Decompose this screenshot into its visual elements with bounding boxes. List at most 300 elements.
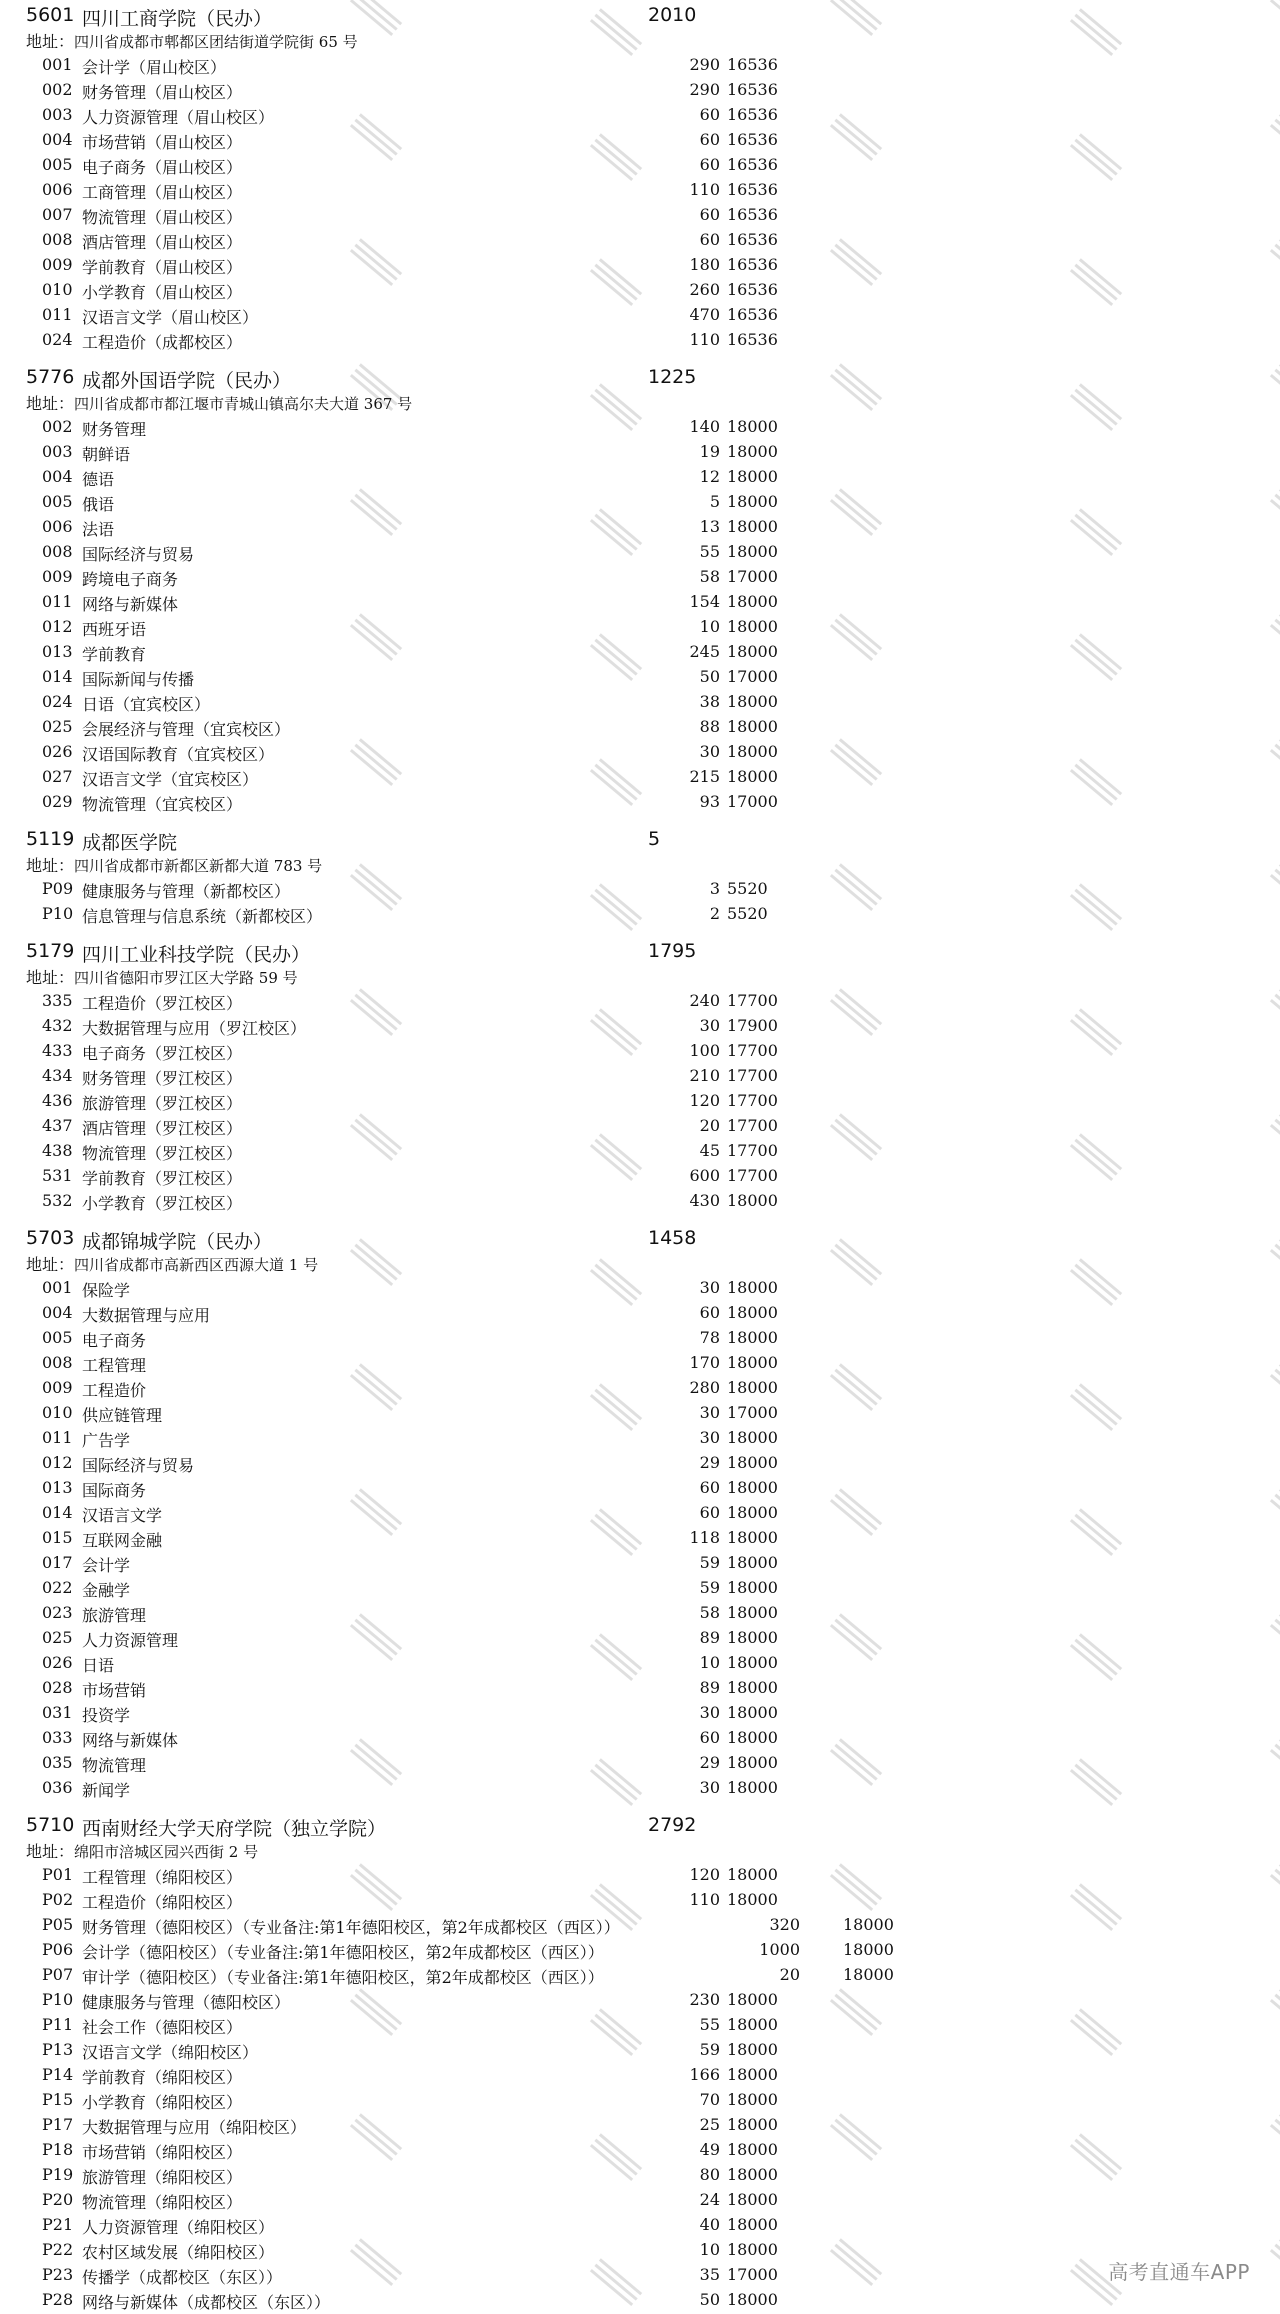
major-row [26, 1964, 1266, 1989]
major-code: P19 [42, 2165, 74, 2184]
major-plan-count: 600 [689, 1166, 720, 1185]
major-plan-count: 49 [699, 2140, 720, 2159]
major-tuition: 16536 [727, 255, 778, 274]
major-name: 信息管理与信息系统（新都校区） [82, 907, 323, 926]
major-plan-count: 58 [699, 567, 720, 586]
major-code: 025 [42, 717, 73, 736]
major-row [26, 1115, 1266, 1140]
major-tuition: 18000 [727, 767, 778, 786]
major-plan-count: 70 [699, 2090, 720, 2109]
major-name: 财务管理（德阳校区）（专业备注:第1年德阳校区，第2年成都校区（西区）） [82, 1918, 620, 1937]
major-row [26, 1140, 1266, 1165]
major-tuition: 18000 [727, 2040, 778, 2059]
major-plan-count: 88 [699, 717, 720, 736]
app-tag: 高考直通车APP [1108, 2260, 1250, 2284]
major-row [26, 2164, 1266, 2189]
major-code: 004 [42, 467, 73, 486]
major-plan-count: 25 [699, 2115, 720, 2134]
major-plan-count: 60 [699, 230, 720, 249]
major-plan-count: 240 [689, 991, 720, 1010]
major-name: 人力资源管理 [82, 1631, 179, 1650]
major-plan-count: 50 [699, 2290, 720, 2309]
major-name: 小学教育（罗江校区） [82, 1194, 243, 1213]
major-row [26, 1165, 1266, 1190]
major-code: 007 [42, 205, 73, 224]
major-row [26, 741, 1266, 766]
major-row [26, 279, 1266, 304]
major-plan-count: 20 [699, 1116, 720, 1135]
major-plan-count: 2 [709, 904, 720, 923]
major-row [26, 2214, 1266, 2239]
major-tuition: 18000 [727, 2140, 778, 2159]
address-value: 四川省成都市郫都区团结街道学院街 65 号 [74, 33, 358, 51]
major-name: 汉语言文学（绵阳校区） [82, 2043, 259, 2062]
major-name: 会计学（德阳校区）（专业备注:第1年德阳校区，第2年成都校区（西区）） [82, 1943, 604, 1962]
major-plan-count: 470 [689, 305, 720, 324]
major-name: 网络与新媒体 [82, 595, 179, 614]
major-plan-count: 260 [689, 280, 720, 299]
institution-code: 5710 [26, 1814, 75, 1836]
institution-block [26, 1227, 1266, 1802]
diagonal-watermark-icon [1269, 860, 1280, 912]
major-name: 物流管理 [82, 1756, 147, 1775]
major-name: 学前教育（罗江校区） [82, 1169, 243, 1188]
major-row [26, 2064, 1266, 2089]
major-tuition: 18000 [727, 1890, 778, 1909]
major-plan-count: 320 [769, 1915, 800, 1934]
major-code: P20 [42, 2190, 74, 2209]
major-name: 市场营销（眉山校区） [82, 133, 243, 152]
major-tuition: 17000 [727, 567, 778, 586]
major-tuition: 5520 [727, 879, 768, 898]
major-plan-count: 55 [699, 542, 720, 561]
major-plan-count: 154 [689, 592, 720, 611]
major-code: 006 [42, 517, 73, 536]
diagonal-watermark-icon [1269, 985, 1280, 1037]
major-code: 437 [42, 1116, 73, 1135]
major-code: 004 [42, 1303, 73, 1322]
major-tuition: 18000 [727, 1703, 778, 1722]
major-row [26, 1914, 1266, 1939]
address-value: 四川省德阳市罗江区大学路 59 号 [74, 969, 298, 987]
major-row [26, 54, 1266, 79]
major-code: 036 [42, 1778, 73, 1797]
major-code: P02 [42, 1890, 74, 1909]
major-code: 531 [42, 1166, 73, 1185]
institution-code: 5601 [26, 4, 75, 26]
major-code: P23 [42, 2265, 74, 2284]
major-row [26, 1777, 1266, 1802]
major-row [26, 1277, 1266, 1302]
institution-name: 四川工业科技学院（民办） [82, 944, 311, 966]
major-row [26, 1727, 1266, 1752]
address-value: 四川省成都市都江堰市青城山镇高尔夫大道 367 号 [74, 395, 413, 413]
major-plan-count: 93 [699, 792, 720, 811]
major-name: 西班牙语 [82, 620, 147, 639]
major-code: P07 [42, 1965, 74, 1984]
major-row [26, 329, 1266, 354]
institution-address [26, 29, 1266, 54]
major-name: 财务管理（罗江校区） [82, 1069, 243, 1088]
major-tuition: 18000 [727, 1353, 778, 1372]
major-code: 433 [42, 1041, 73, 1060]
major-row [26, 566, 1266, 591]
major-row [26, 1352, 1266, 1377]
major-row [26, 1677, 1266, 1702]
diagonal-watermark-icon [1269, 1610, 1280, 1662]
major-code: 010 [42, 1403, 73, 1422]
institution-header [26, 1814, 1266, 1839]
major-tuition: 18000 [727, 492, 778, 511]
major-name: 健康服务与管理（新都校区） [82, 882, 291, 901]
major-tuition: 16536 [727, 330, 778, 349]
major-name: 市场营销 [82, 1681, 147, 1700]
major-tuition: 17000 [727, 667, 778, 686]
major-name: 工程造价 [82, 1381, 147, 1400]
address-label: 地址： [26, 1842, 75, 1861]
institution-total: 5 [648, 828, 661, 850]
major-plan-count: 5 [709, 492, 720, 511]
major-plan-count: 118 [689, 1528, 720, 1547]
major-row [26, 1527, 1266, 1552]
major-plan-count: 20 [779, 1965, 800, 1984]
major-row [26, 2114, 1266, 2139]
diagonal-watermark-icon [1269, 2110, 1280, 2162]
major-row [26, 304, 1266, 329]
major-name: 会计学（眉山校区） [82, 58, 227, 77]
major-code: 028 [42, 1678, 73, 1697]
major-row [26, 766, 1266, 791]
major-tuition: 18000 [727, 742, 778, 761]
major-name: 国际新闻与传播 [82, 670, 195, 689]
major-row [26, 591, 1266, 616]
major-tuition: 16536 [727, 180, 778, 199]
major-code: 335 [42, 991, 73, 1010]
major-code: 008 [42, 542, 73, 561]
major-row [26, 1577, 1266, 1602]
major-plan-count: 29 [699, 1453, 720, 1472]
major-tuition: 18000 [727, 1990, 778, 2009]
major-row [26, 1477, 1266, 1502]
major-plan-count: 60 [699, 1728, 720, 1747]
major-code: P22 [42, 2240, 74, 2259]
major-name: 旅游管理（罗江校区） [82, 1094, 243, 1113]
institution-header [26, 940, 1266, 965]
address-value: 四川省成都市新都区新都大道 783 号 [74, 857, 323, 875]
major-code: 025 [42, 1628, 73, 1647]
institution-code: 5703 [26, 1227, 75, 1249]
major-plan-count: 24 [699, 2190, 720, 2209]
major-tuition: 18000 [727, 1453, 778, 1472]
major-name: 物流管理（绵阳校区） [82, 2193, 243, 2212]
major-name: 金融学 [82, 1581, 131, 1600]
major-name: 网络与新媒体 [82, 1731, 179, 1750]
major-row [26, 254, 1266, 279]
major-code: 006 [42, 180, 73, 199]
major-name: 会计学 [82, 1556, 131, 1575]
diagonal-watermark-icon [1269, 1360, 1280, 1412]
major-name: 财务管理（眉山校区） [82, 83, 243, 102]
major-tuition: 18000 [727, 642, 778, 661]
major-plan-count: 60 [699, 1303, 720, 1322]
diagonal-watermark-icon [1269, 735, 1280, 787]
major-code: 011 [42, 1428, 73, 1447]
diagonal-watermark-icon [1269, 110, 1280, 162]
major-name: 社会工作（德阳校区） [82, 2018, 243, 2037]
major-plan-count: 60 [699, 1478, 720, 1497]
major-plan-count: 60 [699, 130, 720, 149]
major-tuition: 18000 [727, 1753, 778, 1772]
major-plan-count: 245 [689, 642, 720, 661]
major-plan-count: 40 [699, 2215, 720, 2234]
major-row [26, 716, 1266, 741]
major-code: 434 [42, 1066, 73, 1085]
major-code: 024 [42, 330, 73, 349]
major-tuition: 18000 [727, 1628, 778, 1647]
diagonal-watermark-icon [1269, 0, 1280, 37]
institution-header [26, 1227, 1266, 1252]
major-name: 汉语言文学（宜宾校区） [82, 770, 259, 789]
document-body [26, 4, 1266, 2314]
major-row [26, 229, 1266, 254]
address-label: 地址： [26, 968, 75, 987]
major-plan-count: 59 [699, 1553, 720, 1572]
major-name: 物流管理（宜宾校区） [82, 795, 243, 814]
major-tuition: 17700 [727, 1091, 778, 1110]
major-row [26, 1864, 1266, 1889]
major-code: 015 [42, 1528, 73, 1547]
major-tuition: 18000 [727, 2240, 778, 2259]
institution-name: 成都外国语学院（民办） [82, 370, 292, 392]
major-tuition: 17700 [727, 1116, 778, 1135]
major-code: 009 [42, 255, 73, 274]
major-code: 008 [42, 1353, 73, 1372]
major-code: 017 [42, 1553, 73, 1572]
major-row [26, 903, 1266, 928]
major-tuition: 18000 [727, 1428, 778, 1447]
institution-block [26, 1814, 1266, 2314]
major-tuition: 18000 [727, 1303, 778, 1322]
major-plan-count: 30 [699, 742, 720, 761]
major-plan-count: 215 [689, 767, 720, 786]
major-plan-count: 180 [689, 255, 720, 274]
major-row [26, 990, 1266, 1015]
major-row [26, 1989, 1266, 2014]
major-name: 日语 [82, 1656, 115, 1675]
major-plan-count: 3 [709, 879, 720, 898]
major-plan-count: 110 [689, 180, 720, 199]
diagonal-watermark-icon [1269, 1735, 1280, 1787]
institution-address [26, 1252, 1266, 1277]
major-tuition: 18000 [727, 1528, 778, 1547]
major-plan-count: 230 [689, 1990, 720, 2009]
major-tuition: 18000 [727, 1478, 778, 1497]
major-name: 学前教育 [82, 645, 147, 664]
major-tuition: 16536 [727, 205, 778, 224]
major-name: 健康服务与管理（德阳校区） [82, 1993, 291, 2012]
major-name: 传播学（成都校区（东区）） [82, 2268, 283, 2287]
major-code: P10 [42, 1990, 74, 2009]
major-tuition: 18000 [727, 542, 778, 561]
major-tuition: 5520 [727, 904, 768, 923]
major-plan-count: 140 [689, 417, 720, 436]
major-plan-count: 78 [699, 1328, 720, 1347]
major-tuition: 18000 [727, 2290, 778, 2309]
major-name: 电子商务 [82, 1331, 147, 1350]
major-row [26, 516, 1266, 541]
major-plan-count: 290 [689, 55, 720, 74]
major-tuition: 17000 [727, 792, 778, 811]
major-tuition: 18000 [727, 467, 778, 486]
major-tuition: 16536 [727, 230, 778, 249]
major-plan-count: 10 [699, 2240, 720, 2259]
major-plan-count: 170 [689, 1353, 720, 1372]
institution-name: 成都锦城学院（民办） [82, 1231, 273, 1253]
major-tuition: 18000 [727, 692, 778, 711]
major-tuition: 18000 [727, 1728, 778, 1747]
institution-code: 5119 [26, 828, 75, 850]
major-row [26, 416, 1266, 441]
institution-code: 5776 [26, 366, 75, 388]
diagonal-watermark-icon [1269, 1235, 1280, 1287]
major-code: 002 [42, 80, 73, 99]
major-plan-count: 10 [699, 1653, 720, 1672]
institution-total: 1225 [648, 366, 697, 388]
major-tuition: 17900 [727, 1016, 778, 1035]
major-code: 011 [42, 305, 73, 324]
major-plan-count: 30 [699, 1403, 720, 1422]
major-tuition: 17700 [727, 991, 778, 1010]
major-row [26, 791, 1266, 816]
major-tuition: 18000 [727, 2115, 778, 2134]
diagonal-watermark-icon [1269, 360, 1280, 412]
major-code: 002 [42, 417, 73, 436]
major-tuition: 18000 [727, 717, 778, 736]
major-tuition: 18000 [727, 1865, 778, 1884]
major-name: 供应链管理 [82, 1406, 163, 1425]
major-name: 汉语国际教育（宜宾校区） [82, 745, 275, 764]
major-code: 022 [42, 1578, 73, 1597]
major-plan-count: 38 [699, 692, 720, 711]
major-code: 026 [42, 742, 73, 761]
major-row [26, 104, 1266, 129]
major-plan-count: 55 [699, 2015, 720, 2034]
major-row [26, 1065, 1266, 1090]
major-code: 033 [42, 1728, 73, 1747]
major-code: 005 [42, 1328, 73, 1347]
major-tuition: 18000 [727, 517, 778, 536]
major-plan-count: 59 [699, 1578, 720, 1597]
major-name: 国际经济与贸易 [82, 545, 195, 564]
major-row [26, 1889, 1266, 1914]
major-tuition: 16536 [727, 130, 778, 149]
major-tuition: 18000 [727, 2165, 778, 2184]
institution-total: 1795 [648, 940, 697, 962]
major-tuition: 18000 [727, 2090, 778, 2109]
major-code: 009 [42, 567, 73, 586]
major-plan-count: 430 [689, 1191, 720, 1210]
major-plan-count: 100 [689, 1041, 720, 1060]
major-name: 人力资源管理（绵阳校区） [82, 2218, 275, 2237]
major-plan-count: 1000 [759, 1940, 800, 1959]
institution-block [26, 366, 1266, 816]
major-row [26, 641, 1266, 666]
major-code: 010 [42, 280, 73, 299]
institution-header [26, 4, 1266, 29]
major-name: 朝鲜语 [82, 445, 131, 464]
major-name: 酒店管理（眉山校区） [82, 233, 243, 252]
major-name: 保险学 [82, 1281, 131, 1300]
major-row [26, 466, 1266, 491]
major-code: P10 [42, 904, 74, 923]
major-plan-count: 210 [689, 1066, 720, 1085]
major-row [26, 1090, 1266, 1115]
major-plan-count: 30 [699, 1778, 720, 1797]
major-tuition: 18000 [727, 417, 778, 436]
major-code: P05 [42, 1915, 74, 1934]
major-name: 物流管理（眉山校区） [82, 208, 243, 227]
major-code: P15 [42, 2090, 74, 2109]
major-code: P18 [42, 2140, 74, 2159]
major-row [26, 2289, 1266, 2314]
major-row [26, 129, 1266, 154]
major-tuition: 18000 [727, 592, 778, 611]
major-name: 俄语 [82, 495, 115, 514]
major-name: 学前教育（绵阳校区） [82, 2068, 243, 2087]
major-row [26, 441, 1266, 466]
institution-code: 5179 [26, 940, 75, 962]
major-name: 国际商务 [82, 1481, 147, 1500]
major-code: P06 [42, 1940, 74, 1959]
institution-address [26, 853, 1266, 878]
major-tuition: 18000 [843, 1915, 894, 1934]
major-row [26, 1377, 1266, 1402]
major-code: 532 [42, 1191, 73, 1210]
major-code: 024 [42, 692, 73, 711]
major-code: 001 [42, 55, 73, 74]
major-code: P11 [42, 2015, 74, 2034]
major-code: 013 [42, 1478, 73, 1497]
major-tuition: 18000 [843, 1965, 894, 1984]
major-name: 人力资源管理（眉山校区） [82, 108, 275, 127]
major-row [26, 1502, 1266, 1527]
institution-header [26, 366, 1266, 391]
major-tuition: 17000 [727, 1403, 778, 1422]
major-name: 工商管理（眉山校区） [82, 183, 243, 202]
major-code: 005 [42, 492, 73, 511]
major-code: 014 [42, 1503, 73, 1522]
major-code: 031 [42, 1703, 73, 1722]
major-name: 工程造价（罗江校区） [82, 994, 243, 1013]
major-plan-count: 60 [699, 1503, 720, 1522]
major-name: 广告学 [82, 1431, 131, 1450]
major-code: 009 [42, 1378, 73, 1397]
major-plan-count: 19 [699, 442, 720, 461]
major-code: P21 [42, 2215, 74, 2234]
major-code: 023 [42, 1603, 73, 1622]
major-row [26, 1452, 1266, 1477]
address-value: 绵阳市涪城区园兴西街 2 号 [74, 1843, 259, 1861]
major-code: 027 [42, 767, 73, 786]
major-row [26, 666, 1266, 691]
major-tuition: 16536 [727, 55, 778, 74]
major-name: 市场营销（绵阳校区） [82, 2143, 243, 2162]
major-row [26, 1627, 1266, 1652]
major-name: 财务管理 [82, 420, 147, 439]
major-row [26, 878, 1266, 903]
major-code: 012 [42, 1453, 73, 1472]
major-name: 日语（宜宾校区） [82, 695, 211, 714]
